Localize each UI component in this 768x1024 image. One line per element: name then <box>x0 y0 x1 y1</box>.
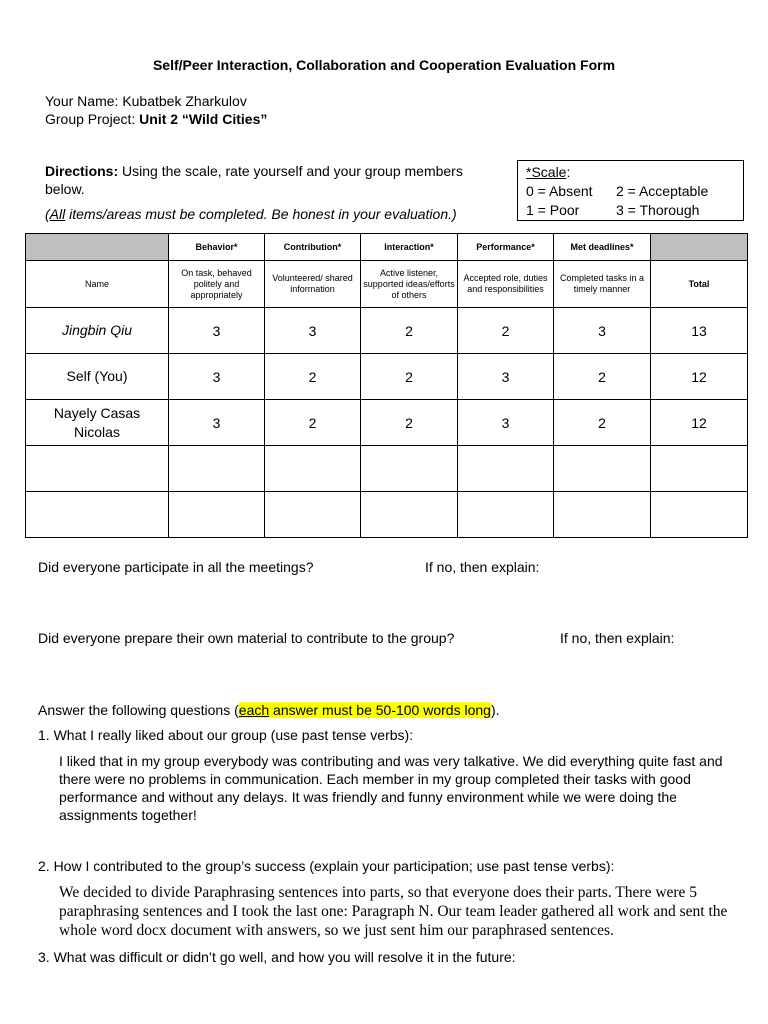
empty-cell[interactable] <box>458 492 554 538</box>
header-cell: Interaction* <box>361 234 458 261</box>
your-name-line <box>45 92 247 110</box>
score-cell: 2 <box>458 308 554 354</box>
form-title: Self/Peer Interaction, Collaboration and Cooperation Evaluation Form <box>152 57 616 73</box>
empty-cell[interactable] <box>265 446 361 492</box>
table-row-empty <box>26 446 748 492</box>
score-cell: 3 <box>458 400 554 446</box>
header-cell: Performance* <box>458 234 554 261</box>
directions-text: Using the scale, rate yourself and your group members <box>118 163 463 179</box>
note-all: All <box>49 206 66 222</box>
directions <box>45 162 505 198</box>
project-value: Unit 2 “Wild Cities” <box>139 111 268 127</box>
table-header-row <box>26 234 748 261</box>
score-cell: 3 <box>169 354 265 400</box>
empty-cell[interactable] <box>169 492 265 538</box>
question-meetings: Did everyone participate in all the meetings? <box>38 559 314 575</box>
score-cell: 3 <box>169 308 265 354</box>
subheader-cell: Accepted role, duties and responsibilities <box>458 261 554 308</box>
name-label: Your Name: <box>45 93 123 109</box>
answer-instructions: Answer the following questions (each answer must be 50-100 words long). <box>38 702 500 718</box>
question-material: Did everyone prepare their own material to contribute to the group? <box>38 630 455 646</box>
total-cell: 12 <box>651 400 748 446</box>
subheader-cell: Volunteered/ shared information <box>265 261 361 308</box>
table-subheader-row <box>26 261 748 308</box>
header-cell: Met deadlines* <box>554 234 651 261</box>
empty-cell[interactable] <box>26 446 169 492</box>
subheader-cell: Name <box>26 261 169 308</box>
score-cell: 3 <box>265 308 361 354</box>
score-cell: 2 <box>361 308 458 354</box>
name-value: Kubatbek Zharkulov <box>122 93 247 109</box>
table-row-empty <box>26 492 748 538</box>
empty-cell[interactable] <box>651 446 748 492</box>
highlight-each: each <box>238 702 270 718</box>
score-cell: 2 <box>554 400 651 446</box>
question-2: 2. How I contributed to the group’s success (explain your participation; use past tense verbs): <box>38 858 615 874</box>
subheader-cell: Completed tasks in a timely manner <box>554 261 651 308</box>
subheader-cell: Active listener, supported ideas/efforts of others <box>361 261 458 308</box>
empty-cell[interactable] <box>554 446 651 492</box>
table-row <box>26 308 748 354</box>
empty-cell[interactable] <box>265 492 361 538</box>
directions-note: (All items/areas must be completed. Be honest in your evaluation.) <box>45 206 457 222</box>
header-cell <box>26 234 169 261</box>
answer-1: I liked that in my group everybody was contributing and was very talkative. We did everything quite fast and there were no problems in communication. Each member in my group completed their tasks with good performance and without any delays. It was friendly and funny environment while we were doing the assignments together! <box>59 753 723 823</box>
directions-label: Directions: <box>45 163 119 179</box>
score-cell: 3 <box>169 400 265 446</box>
member-name: Self (You) <box>26 354 169 400</box>
group-project-line <box>45 110 267 128</box>
directions-text-2: below. <box>45 181 85 197</box>
empty-cell[interactable] <box>361 446 458 492</box>
project-label: Group Project: <box>45 111 140 127</box>
score-cell: 2 <box>265 354 361 400</box>
score-cell: 3 <box>458 354 554 400</box>
header-cell: Contribution* <box>265 234 361 261</box>
score-cell: 3 <box>554 308 651 354</box>
header-cell <box>651 234 748 261</box>
score-cell: 2 <box>265 400 361 446</box>
table-row <box>26 400 748 446</box>
score-cell: 2 <box>361 400 458 446</box>
empty-cell[interactable] <box>26 492 169 538</box>
empty-cell[interactable] <box>169 446 265 492</box>
member-name: Nayely Casas Nicolas <box>26 400 169 446</box>
empty-cell[interactable] <box>651 492 748 538</box>
score-cell: 2 <box>361 354 458 400</box>
total-cell: 13 <box>651 308 748 354</box>
highlight-length: answer must be 50-100 words long <box>269 702 491 718</box>
question-3: 3. What was difficult or didn’t go well, and how you will resolve it in the future: <box>38 949 516 965</box>
evaluation-table <box>25 233 748 538</box>
score-cell: 2 <box>554 354 651 400</box>
table-row <box>26 354 748 400</box>
scale-box: *Scale: 0 = Absent 2 = Acceptable 1 = Poor 3 = Thorough <box>517 160 744 221</box>
question-meetings-explain: If no, then explain: <box>425 559 540 575</box>
answer-2: We decided to divide Paraphrasing sentences into parts, so that everyone does their parts. There were 5 paraphrasing sentences and I took the last one: Paragraph N. Our team leader gathered all work and sent the whole word docx document with answers, so we just sent him our paraphrased sentences. <box>59 884 728 939</box>
subheader-cell: On task, behaved politely and appropriately <box>169 261 265 308</box>
scale-label: *Scale <box>526 164 567 180</box>
total-cell: 12 <box>651 354 748 400</box>
header-cell: Behavior* <box>169 234 265 261</box>
question-material-explain: If no, then explain: <box>560 630 675 646</box>
empty-cell[interactable] <box>361 492 458 538</box>
empty-cell[interactable] <box>458 446 554 492</box>
question-1: 1. What I really liked about our group (use past tense verbs): <box>38 727 414 743</box>
subheader-cell: Total <box>651 261 748 308</box>
member-name: Jingbin Qiu <box>26 308 169 354</box>
empty-cell[interactable] <box>554 492 651 538</box>
